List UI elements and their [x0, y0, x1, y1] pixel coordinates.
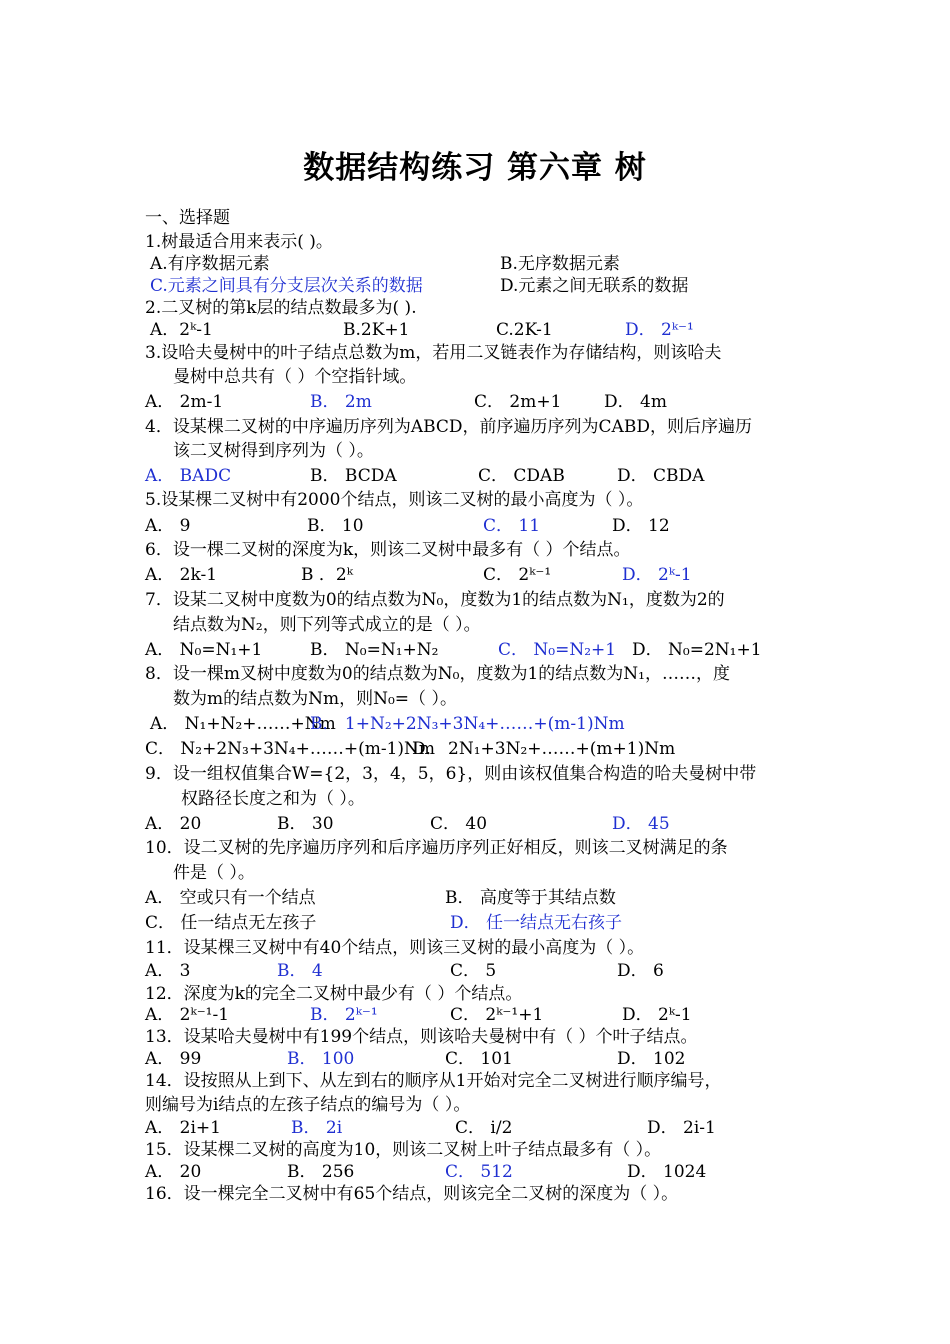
q3-option-a: A． 2m-1: [145, 392, 224, 412]
page-title: 数据结构练习 第六章 树: [303, 150, 647, 186]
question-16-line-1: 16．设一棵完全二叉树中有65个结点，则该完全二叉树的深度为（ ）。: [145, 1184, 679, 1204]
q9-option-a: A． 20: [145, 814, 202, 834]
q14-option-c: C． i/2: [455, 1118, 513, 1138]
question-5-line-1: 5.设某棵二叉树中有2000个结点，则该二叉树的最小高度为（ ）。: [145, 490, 644, 510]
q13-option-c: C． 101: [445, 1049, 513, 1069]
q10-option-a: A． 空或只有一个结点: [145, 888, 316, 908]
q4-option-b: B． BCDA: [310, 466, 397, 486]
q6-option-a: A． 2k-1: [145, 565, 218, 585]
q14-option-d: D． 2i-1: [647, 1118, 716, 1138]
q2-option-c: C.2K-1: [496, 320, 553, 340]
q10-option-c: C． 任一结点无左孩子: [145, 913, 317, 933]
q7-option-a: A． N₀=N₁+1: [145, 640, 263, 660]
question-10-line-1: 10．设二叉树的先序遍历序列和后序遍历序列正好相反，则该二叉树满足的条: [145, 838, 728, 858]
question-6-line-1: 6．设一棵二叉树的深度为k，则该二叉树中最多有（ ）个结点。: [145, 540, 631, 560]
q7-option-d: D． N₀=2N₁+1: [632, 640, 762, 660]
question-10-line-2: 件是（ ）。: [173, 863, 255, 883]
q7-option-b: B． N₀=N₁+N₂: [310, 640, 439, 660]
q2-option-d: D． 2ᵏ⁻¹: [625, 320, 694, 340]
q12-option-b: B． 2ᵏ⁻¹: [310, 1005, 378, 1025]
q5-option-b: B． 10: [307, 516, 364, 536]
q3-option-d: D． 4m: [604, 392, 667, 412]
q1-option-c: C.元素之间具有分支层次关系的数据: [150, 276, 423, 296]
q6-option-b: B ．2ᵏ: [301, 565, 353, 585]
question-11-line-1: 11．设某棵三叉树中有40个结点，则该三叉树的最小高度为（ ）。: [145, 938, 645, 958]
q5-option-d: D． 12: [612, 516, 670, 536]
q2-option-a: A．2ᵏ-1: [150, 320, 213, 340]
question-2-line-1: 2.二叉树的第k层的结点数最多为( ).: [145, 298, 417, 318]
question-3-line-1: 3.设哈夫曼树中的叶子结点总数为m，若用二叉链表作为存储结构，则该哈夫: [145, 343, 722, 363]
q15-option-a: A． 20: [145, 1162, 202, 1182]
q5-option-a: A． 9: [145, 516, 191, 536]
question-3-line-2: 曼树中总共有（ ）个空指针域。: [173, 367, 417, 387]
q9-option-c: C． 40: [430, 814, 488, 834]
question-7-line-2: 结点数为N₂，则下列等式成立的是（ ）。: [173, 615, 481, 635]
q10-option-b: B． 高度等于其结点数: [445, 888, 616, 908]
question-8-line-2: 数为m的结点数为Nm，则N₀=（ ）。: [173, 689, 457, 709]
q15-option-b: B． 256: [287, 1162, 355, 1182]
question-9-line-2: 权路径长度之和为（ ）。: [181, 789, 365, 809]
question-4-line-2: 该二叉树得到序列为（ ）。: [173, 441, 374, 461]
q6-option-d: D． 2ᵏ-1: [622, 565, 692, 585]
question-4-line-1: 4．设某棵二叉树的中序遍历序列为ABCD，前序遍历序列为CABD，则后序遍历: [145, 417, 752, 437]
q5-option-c: C． 11: [483, 516, 541, 536]
question-7-line-1: 7．设某二叉树中度数为0的结点数为N₀，度数为1的结点数为N₁，度数为2的: [145, 590, 725, 610]
q12-option-a: A． 2ᵏ⁻¹-1: [145, 1005, 230, 1025]
question-15-line-1: 15．设某棵二叉树的高度为10，则该二叉树上叶子结点最多有（ ）。: [145, 1140, 662, 1160]
q8-option-d: D． 2N₁+3N₂+……+(m+1)Nm: [412, 739, 676, 759]
q1-option-d: D.元素之间无联系的数据: [500, 276, 689, 296]
q13-option-d: D． 102: [617, 1049, 686, 1069]
q15-option-d: D． 1024: [627, 1162, 707, 1182]
question-9-line-1: 9．设一组权值集合W={2，3，4，5，6}，则由该权值集合构造的哈夫曼树中带: [145, 764, 757, 784]
q11-option-d: D． 6: [617, 961, 664, 981]
q8-option-c: C． N₂+2N₃+3N₄+……+(m-1)Nm: [145, 739, 436, 759]
q3-option-b: B． 2m: [310, 392, 372, 412]
q12-option-d: D． 2ᵏ-1: [622, 1005, 692, 1025]
question-14-line-1: 14．设按照从上到下、从左到右的顺序从1开始对完全二叉树进行顺序编号，: [145, 1071, 722, 1091]
q9-option-b: B． 30: [277, 814, 334, 834]
q12-option-c: C． 2ᵏ⁻¹+1: [450, 1005, 544, 1025]
q14-option-b: B． 2i: [291, 1118, 343, 1138]
question-13-line-1: 13．设某哈夫曼树中有199个结点，则该哈夫曼树中有（ ）个叶子结点。: [145, 1027, 698, 1047]
q15-option-c: C． 512: [445, 1162, 513, 1182]
q10-option-d: D． 任一结点无右孩子: [450, 913, 623, 933]
q1-option-a: A.有序数据元素: [150, 254, 270, 274]
q8-option-a: A． N₁+N₂+……+Nm: [150, 714, 336, 734]
q8-option-b: B． 1+N₂+2N₃+3N₄+……+(m-1)Nm: [310, 714, 625, 734]
q4-option-c: C． CDAB: [478, 466, 565, 486]
q11-option-b: B． 4: [277, 961, 323, 981]
q1-option-b: B.无序数据元素: [500, 254, 620, 274]
question-12-line-1: 12．深度为k的完全二叉树中最少有（ ）个结点。: [145, 984, 523, 1004]
q7-option-c: C． N₀=N₂+1: [498, 640, 617, 660]
q13-option-a: A． 99: [145, 1049, 202, 1069]
q4-option-a: A． BADC: [145, 466, 232, 486]
question-8-line-1: 8．设一棵m叉树中度数为0的结点数为N₀，度数为1的结点数为N₁，……，度: [145, 664, 730, 684]
question-1-line-1: 1.树最适合用来表示( )。: [145, 232, 333, 252]
section-heading: 一、选择题: [145, 208, 230, 228]
q13-option-b: B． 100: [287, 1049, 355, 1069]
q9-option-d: D． 45: [612, 814, 670, 834]
q6-option-c: C． 2ᵏ⁻¹: [483, 565, 552, 585]
q3-option-c: C． 2m+1: [474, 392, 562, 412]
q4-option-d: D． CBDA: [617, 466, 705, 486]
q2-option-b: B.2K+1: [343, 320, 410, 340]
q14-option-a: A． 2i+1: [145, 1118, 221, 1138]
question-14-line-2: 则编号为i结点的左孩子结点的编号为（ ）。: [145, 1095, 471, 1115]
q11-option-a: A． 3: [145, 961, 191, 981]
q11-option-c: C． 5: [450, 961, 497, 981]
